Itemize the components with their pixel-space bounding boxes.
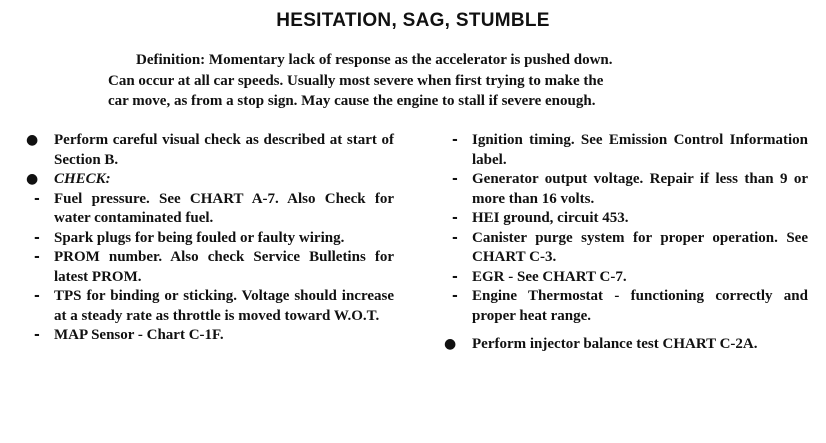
list-item-text: Spark plugs for being fouled or faulty wiring. xyxy=(54,229,345,246)
list-item-text: Engine Thermostat - functioning correctly and proper heat range. xyxy=(472,288,808,324)
dash-marker: - xyxy=(34,327,40,343)
list-item-text: MAP Sensor - Chart C-1F. xyxy=(54,327,224,343)
definition-line: Can occur at all car speeds. Usually most severe when first trying to make the xyxy=(108,72,604,89)
list-item xyxy=(440,209,808,229)
list-item-text: EGR - See CHART C-7. xyxy=(472,268,627,285)
left-column xyxy=(22,131,394,346)
spacer xyxy=(440,326,808,335)
list-item-text: Ignition timing. See Emission Control Information label. xyxy=(472,132,808,168)
list-item xyxy=(440,131,808,170)
bullet-marker: ● xyxy=(26,132,39,148)
list-item-text: Fuel pressure. See CHART A-7. Also Check for water contaminated fuel. xyxy=(54,190,394,226)
definition-line: car move, as from a stop sign. May cause the engine to stall if severe enough. xyxy=(108,93,596,109)
list-item-text: Perform injector balance test CHART C-2A. xyxy=(472,336,758,352)
definition-paragraph xyxy=(108,50,728,112)
dash-marker: - xyxy=(34,249,40,265)
list-item-text: HEI ground, circuit 453. xyxy=(472,210,629,226)
list-item xyxy=(440,229,808,268)
page-title: HESITATION, SAG, STUMBLE xyxy=(276,10,550,31)
right-column xyxy=(440,131,808,355)
bullet-marker: ● xyxy=(26,171,39,187)
list-item xyxy=(22,131,394,170)
dash-marker: - xyxy=(452,229,458,246)
list-item xyxy=(440,335,808,355)
list-item-text: CHECK: xyxy=(54,171,111,187)
list-item xyxy=(22,190,394,229)
dash-marker: - xyxy=(34,288,40,304)
dash-marker: - xyxy=(452,288,458,304)
list-item xyxy=(22,229,394,249)
dash-marker: - xyxy=(452,210,458,226)
dash-marker: - xyxy=(34,229,40,246)
list-item xyxy=(22,170,394,190)
list-item xyxy=(22,248,394,287)
list-item xyxy=(22,287,394,326)
dash-marker: - xyxy=(34,190,40,207)
list-item xyxy=(440,287,808,326)
list-item-text: TPS for binding or sticking. Voltage should increase at a steady rate as throttle is moved toward W.O.T. xyxy=(54,288,394,324)
list-item-text: Canister purge system for proper operation. See CHART C-3. xyxy=(472,229,808,265)
definition-line: Definition: Momentary lack of response as the accelerator is pushed down. xyxy=(136,52,613,68)
list-item xyxy=(22,326,394,346)
list-item-text: Generator output voltage. Repair if less than 9 or more than 16 volts. xyxy=(472,171,808,207)
list-item-text: PROM number. Also check Service Bulletins for latest PROM. xyxy=(54,249,394,285)
list-item-text: Perform careful visual check as described at start of Section B. xyxy=(54,132,394,168)
dash-marker: - xyxy=(452,132,458,148)
list-item xyxy=(440,170,808,209)
bullet-marker: ● xyxy=(444,336,457,352)
list-item xyxy=(440,268,808,288)
dash-marker: - xyxy=(452,268,458,285)
dash-marker: - xyxy=(452,171,458,187)
